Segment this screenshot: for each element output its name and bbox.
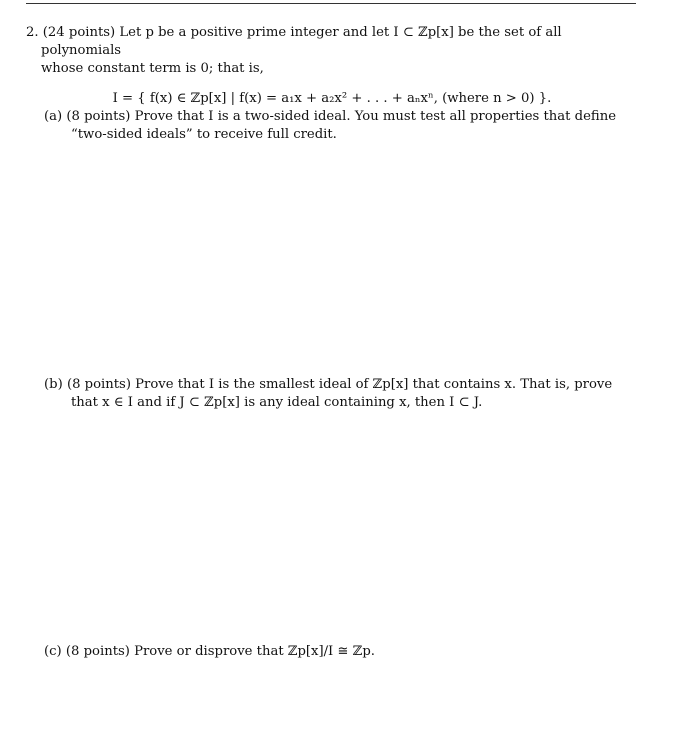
part-a-label: (a) xyxy=(44,109,63,124)
part-a xyxy=(44,108,638,144)
part-c xyxy=(44,643,638,661)
part-a-text: (8 points) Prove that I is a two-sided ideal. You must test all properties that define “two-sided ideals” to receive full credit. xyxy=(66,109,616,142)
part-b-text: (8 points) Prove that I is the smallest ideal of ℤp[x] that contains x. That is, prove that x ∈ I and if J ⊂ ℤp[x] is any ideal containing x, then I ⊂ J. xyxy=(66,377,613,410)
part-b xyxy=(44,376,638,412)
problem-statement xyxy=(26,24,638,108)
part-c-label: (c) xyxy=(44,644,62,659)
ideal-definition: I = { f(x) ∈ ℤp[x] | f(x) = a₁x + a₂x² + . . . + aₙxⁿ, (where n > 0) }. xyxy=(112,91,552,106)
part-b-label: (b) xyxy=(44,377,63,392)
top-rule xyxy=(26,3,636,4)
problem-intro xyxy=(26,24,638,78)
problem-line-1: 2. (24 points) Let p be a positive prime integer and let I ⊂ ℤp[x] be the set of all polynomials xyxy=(26,25,562,58)
part-c-text: (8 points) Prove or disprove that ℤp[x]/I ≅ ℤp. xyxy=(65,644,375,659)
problem-line-2: whose constant term is 0; that is, xyxy=(41,61,264,76)
